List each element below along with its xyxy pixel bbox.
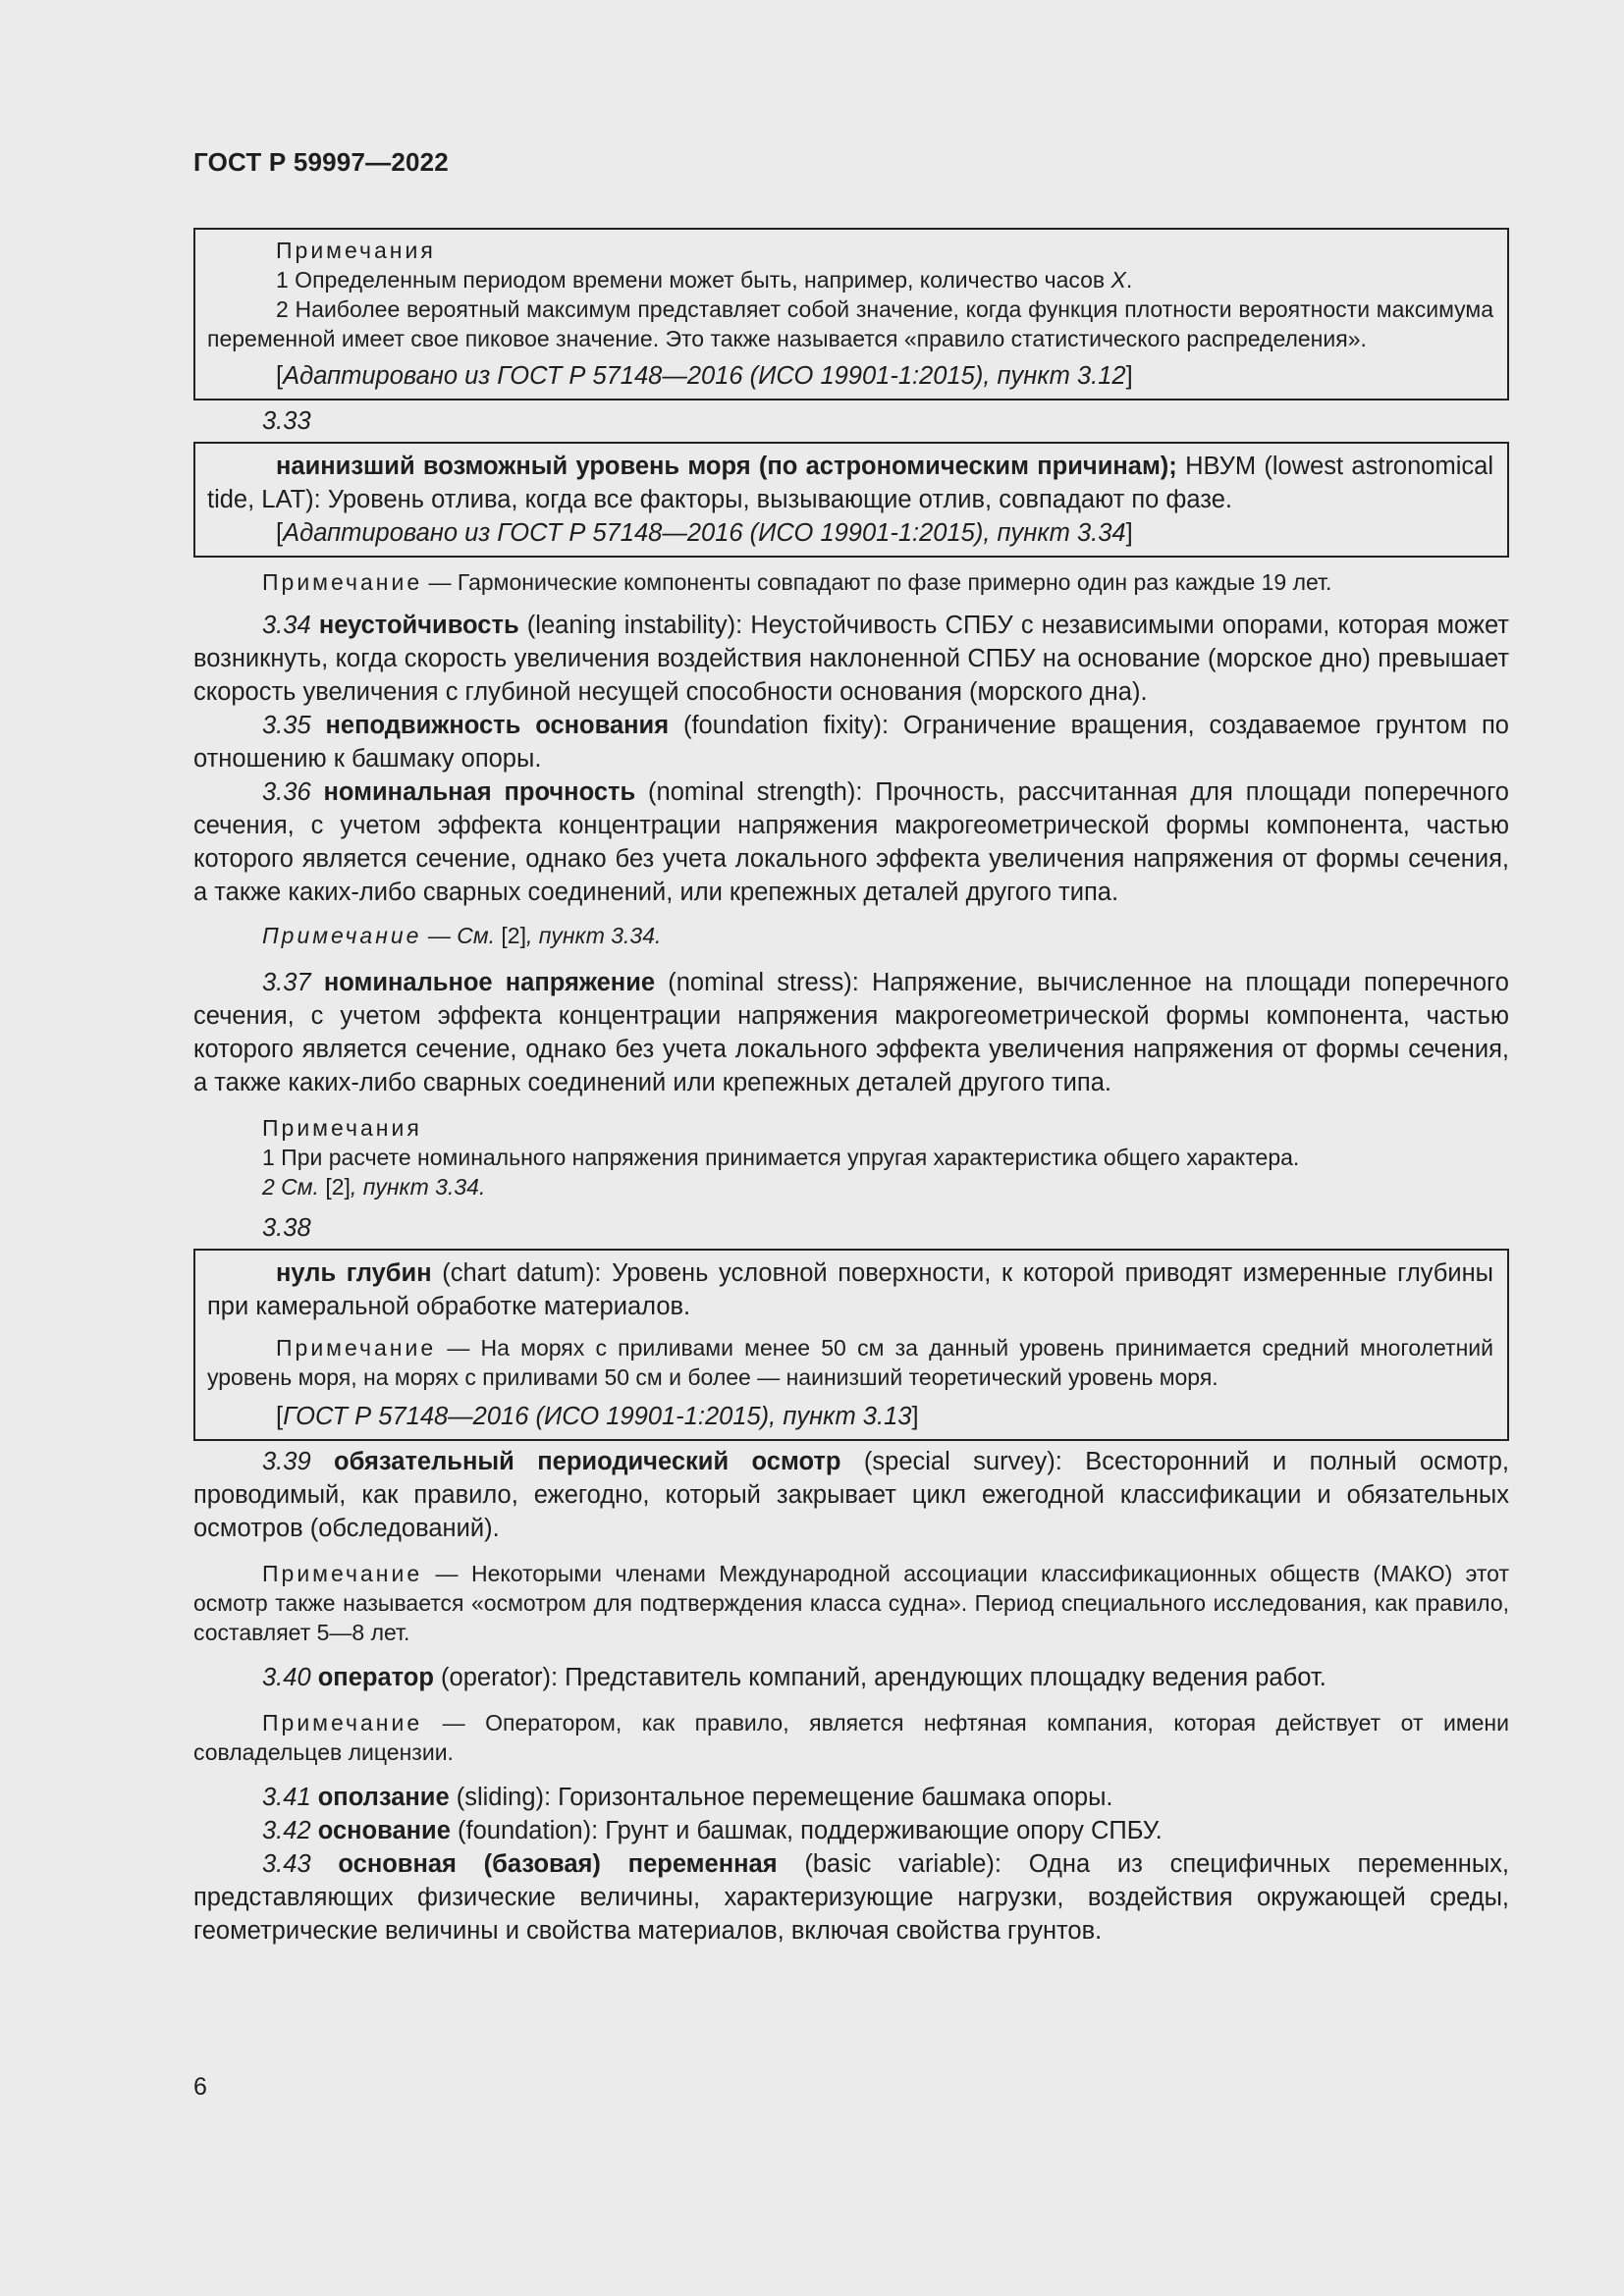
source-reference: [ГОСТ Р 57148—2016 (ИСО 19901-1:2015), пункт 3.13]: [276, 1403, 919, 1430]
term-3-38: нуль глубин (chart datum): Уровень условной поверхности, к которой приводят измеренные глубины при камеральной обработке материалов.: [207, 1259, 1493, 1320]
term-title: наинизший возможный уровень моря (по астрономическим причинам);: [276, 453, 1177, 480]
source-reference: [Адаптировано из ГОСТ Р 57148—2016 (ИСО 19901-1:2015), пункт 3.12]: [276, 362, 1133, 390]
note-3-40: Примечание — Оператором, как правило, является нефтяная компания, которая действует от имени совладельцев лицензии.: [193, 1710, 1509, 1765]
page-number: 6: [193, 2073, 207, 2101]
notes-box-3-32: [193, 228, 1509, 400]
term-number-3-33: 3.33: [262, 407, 311, 435]
term-box-3-38: [193, 1249, 1509, 1441]
notes-label: Примечания: [262, 1115, 422, 1141]
term-3-43: 3.43 основная (базовая) переменная (basic variable): Одна из специфичных переменных, представляющих физические величины, характеризующие нагрузки, воздействия окружающей среды, геометрические величины и свойства материалов, включая свойства грунтов.: [193, 1850, 1509, 1945]
document-header: ГОСТ Р 59997—2022: [193, 147, 449, 177]
notes-label: Примечания: [276, 238, 436, 263]
note-3-38: Примечание — На морях с приливами менее 50 см за данный уровень принимается средний многолетний уровень моря, на морях с приливами 50 см и более — наинизший теоретический уровень моря.: [207, 1335, 1493, 1390]
source-reference: [Адаптировано из ГОСТ Р 57148—2016 (ИСО 19901-1:2015), пункт 3.34]: [276, 519, 1133, 547]
note-3-33: Примечание — Гармонические компоненты совпадают по фазе примерно один раз каждые 19 лет.: [262, 569, 1332, 595]
note-1: 1 Определенным периодом времени может быть, например, количество часов X.: [276, 267, 1133, 293]
term-3-35: 3.35 неподвижность основания (foundation fixity): Ограничение вращения, создаваемое грунтом по отношению к башмаку опоры.: [193, 712, 1509, 773]
term-number-3-38: 3.38: [262, 1214, 311, 1242]
page-content: [193, 228, 1509, 1948]
note-3-39: Примечание — Некоторыми членами Международной ассоциации классификационных обществ (МАКО) этот осмотр также называется «осмотром для подтверждения класса судна». Период специального исследования, как правило, составляет 5—8 лет.: [193, 1561, 1509, 1645]
term-3-41: 3.41 оползание (sliding): Горизонтальное перемещение башмака опоры.: [262, 1784, 1113, 1811]
note-2: 2 Наиболее вероятный максимум представляет собой значение, когда функция плотности вероятности максимума переменной имеет свое пиковое значение. Это также называется «правило статистического распределения».: [207, 296, 1493, 351]
term-3-42: 3.42 основание (foundation): Грунт и башмак, поддерживающие опору СПБУ.: [262, 1817, 1163, 1844]
term-box-3-33: [193, 442, 1509, 558]
note-2: 2 См. [2], пункт 3.34.: [262, 1174, 486, 1200]
note-3-36: Примечание — См. [2], пункт 3.34.: [262, 923, 662, 948]
term-3-33: наинизший возможный уровень моря (по астрономическим причинам); НВУМ (lowest astronomical tide, LAT): Уровень отлива, когда все факторы, вызывающие отлив, совпадают по фазе.: [207, 453, 1493, 513]
term-3-36: 3.36 номинальная прочность (nominal strength): Прочность, рассчитанная для площади поперечного сечения, с учетом эффекта концентрации напряжения макрогеометрической формы компонента, частью которого является сечение, однако без учета локального эффекта увеличения напряжения от формы сечения, а также каких-либо сварных соединений, или крепежных деталей другого типа.: [193, 778, 1509, 906]
term-3-37: 3.37 номинальное напряжение (nominal stress): Напряжение, вычисленное на площади поперечного сечения, с учетом эффекта концентрации напряжения макрогеометрической формы компонента, частью которого является сечение, однако без учета локального эффекта увеличения напряжения от формы сечения, а также каких-либо сварных соединений или крепежных деталей другого типа.: [193, 969, 1509, 1096]
term-3-34: 3.34 неустойчивость (leaning instability): Неустойчивость СПБУ с независимыми опорами, которая может возникнуть, когда скорость увеличения воздействия наклоненной СПБУ на основание (морское дно) превышает скорость увеличения с глубиной несущей способности основания (морского дна).: [193, 612, 1509, 706]
note-1: 1 При расчете номинального напряжения принимается упругая характеристика общего характера.: [262, 1145, 1300, 1170]
term-3-40: 3.40 оператор (operator): Представитель компаний, арендующих площадку ведения работ.: [262, 1664, 1326, 1691]
term-3-39: 3.39 обязательный периодический осмотр (special survey): Всесторонний и полный осмотр, проводимый, как правило, ежегодно, который закрывает цикл ежегодной классификации и обязательных осмотров (обследований).: [193, 1448, 1509, 1542]
